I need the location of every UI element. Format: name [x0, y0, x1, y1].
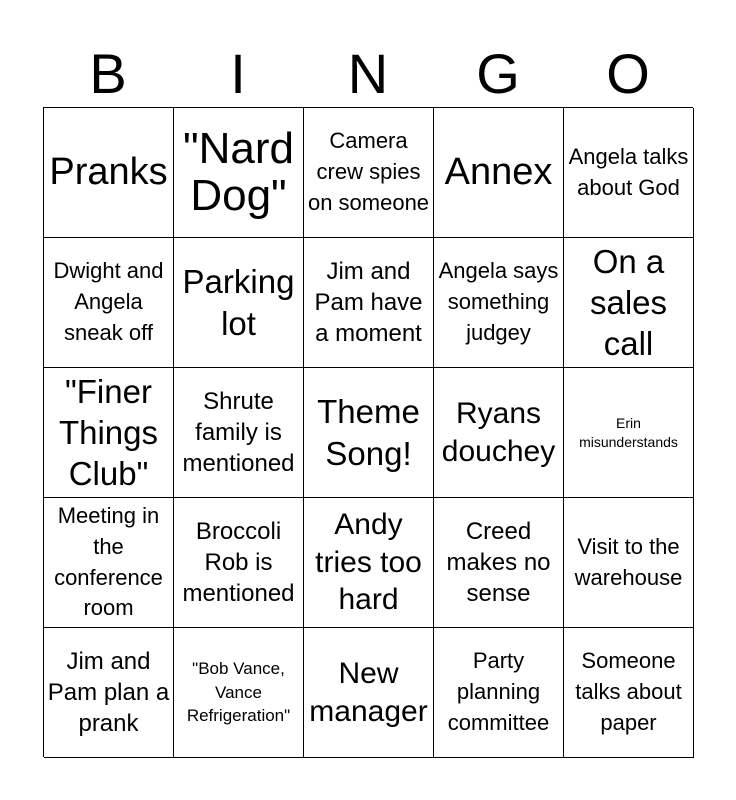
bingo-cell[interactable]: Parking lot — [174, 238, 304, 368]
bingo-cell[interactable]: "Nard Dog" — [174, 108, 304, 238]
bingo-cell[interactable]: New manager — [304, 628, 434, 758]
bingo-cell[interactable]: Camera crew spies on someone — [304, 108, 434, 238]
bingo-cell[interactable]: Visit to the warehouse — [564, 498, 694, 628]
bingo-cell[interactable]: Annex — [434, 108, 564, 238]
bingo-cell[interactable]: Creed makes no sense — [434, 498, 564, 628]
bingo-cell[interactable]: Erin misunderstands — [564, 368, 694, 498]
header-letter-g: G — [476, 42, 520, 105]
bingo-cell[interactable]: Angela says something judgey — [434, 238, 564, 368]
header-letter-n: N — [347, 42, 389, 105]
bingo-cell[interactable]: "Finer Things Club" — [44, 368, 174, 498]
bingo-cell[interactable]: "Bob Vance, Vance Refrigeration" — [174, 628, 304, 758]
bingo-cell[interactable]: Someone talks about paper — [564, 628, 694, 758]
bingo-cell[interactable]: Andy tries too hard — [304, 498, 434, 628]
bingo-cell[interactable]: Ryans douchey — [434, 368, 564, 498]
bingo-cell[interactable]: Dwight and Angela sneak off — [44, 238, 174, 368]
bingo-cell[interactable]: On a sales call — [564, 238, 694, 368]
header-letter-i: I — [230, 42, 246, 105]
bingo-cell[interactable]: Meeting in the conference room — [44, 498, 174, 628]
bingo-cell[interactable]: Jim and Pam have a moment — [304, 238, 434, 368]
bingo-cell[interactable]: Party planning committee — [434, 628, 564, 758]
bingo-header — [43, 40, 693, 108]
header-letter-b: B — [89, 42, 127, 105]
bingo-cell[interactable]: Shrute family is mentioned — [174, 368, 304, 498]
bingo-cell[interactable]: Theme Song! — [304, 368, 434, 498]
bingo-cell[interactable]: Angela talks about God — [564, 108, 694, 238]
bingo-cell[interactable]: Pranks — [44, 108, 174, 238]
bingo-cell[interactable]: Jim and Pam plan a prank — [44, 628, 174, 758]
bingo-cell[interactable]: Broccoli Rob is mentioned — [174, 498, 304, 628]
header-letter-o: O — [606, 42, 650, 105]
bingo-board — [43, 107, 693, 757]
